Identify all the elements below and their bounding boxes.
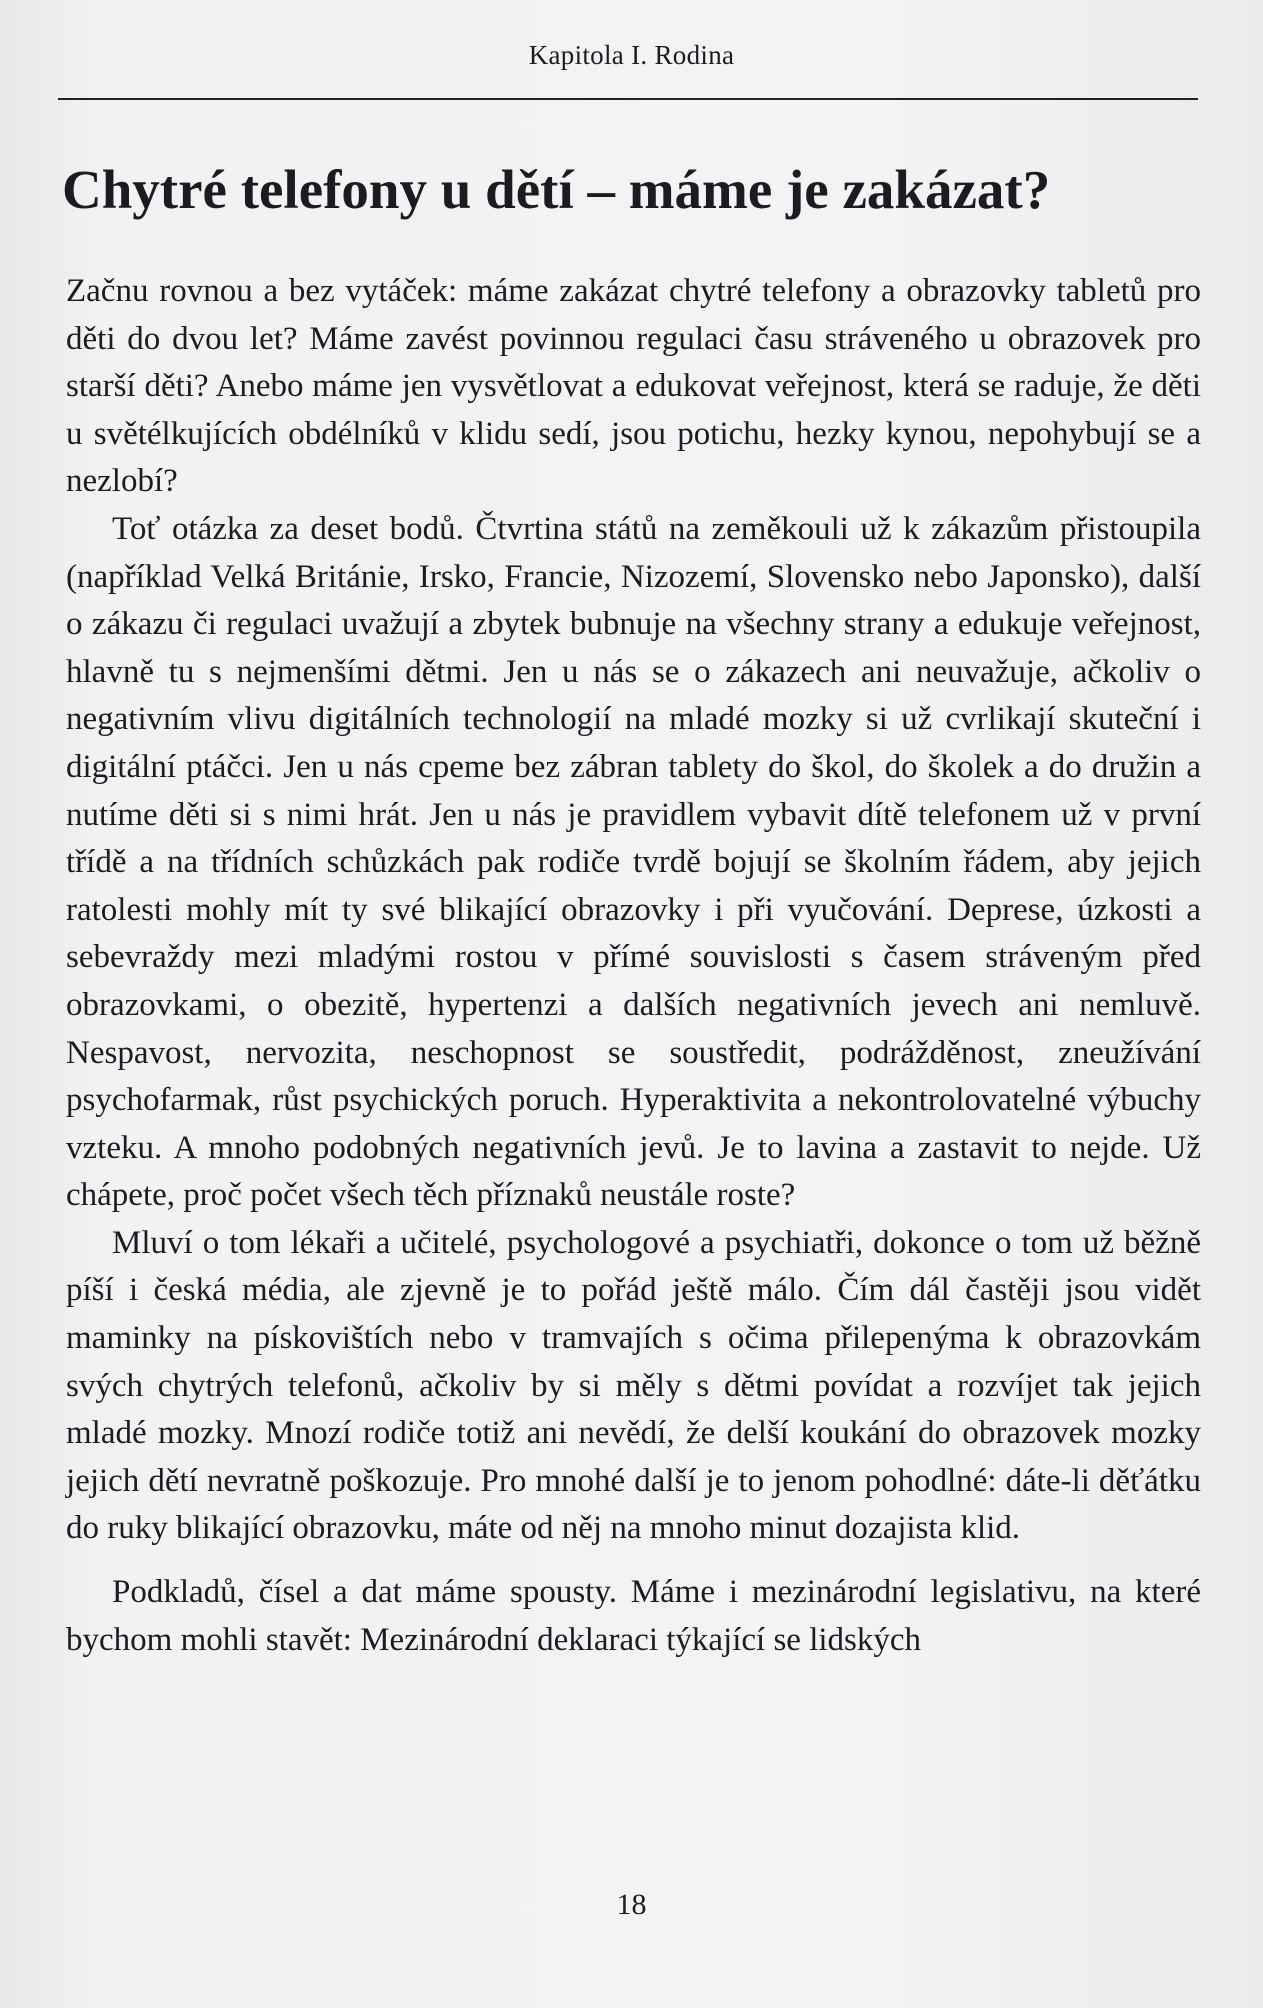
running-head: Kapitola I. Rodina bbox=[528, 40, 735, 70]
chapter-title: Chytré telefony u dětí – máme je zakázat? bbox=[62, 159, 1051, 220]
paragraph: Začnu rovnou a bez vytáček: máme zakázat chytré telefony a obrazovky tabletů pro děti do dvou let? Máme zavést povinnou regulaci času stráveného u obrazovek pro starší děti? Anebo máme jen vysvětlovat a edukovat veřejnost, která se raduje, že děti u světélkujících obdélníků v klidu sedí, jsou potichu, hezky kynou, nepohybují se a nezlobí? bbox=[66, 273, 1201, 500]
article-body bbox=[66, 268, 1201, 1664]
page-number: 18 bbox=[616, 1888, 647, 1921]
paragraph: Podkladů, čísel a dat máme spousty. Máme i mezinárodní legislativu, na které bychom mohli stavět: Mezinárodní deklaraci týkající se lidských bbox=[66, 1574, 1201, 1658]
header-rule bbox=[58, 98, 1198, 100]
paragraph: Toť otázka za deset bodů. Čtvrtina států na zeměkouli už k zákazům přistoupila (například Velká Británie, Irsko, Francie, Nizozemí, Slovensko nebo Japonsko), další o zákazu či regulaci uvažují a zbytek bubnuje na všechny strany a edukuje veřejnost, hlavně tu s nejmenšími dětmi. Jen u nás se o zákazech ani neuvažuje, ačkoliv o negativním vlivu digitálních technologií na mladé mozky si už cvrlikají skuteční i digitální ptáčci. Jen u nás cpeme bez zábran tablety do škol, do školek a do družin a nutíme děti si s nimi hrát. Jen u nás je pravidlem vybavit dítě telefonem už v první třídě a na třídních schůzkách pak rodiče tvrdě bojují se školním řádem, aby jejich ratolesti mohly mít ty své blikající obrazovky i při vyučování. Deprese, úzkosti a sebevraždy mezi mladými rostou v přímé souvislosti s časem stráveným před obrazovkami, o obezitě, hypertenzi a dalších negativních jevech ani nemluvě. Nespavost, nervozita, neschopnost se soustředit, podrážděnost, zneužívání psychofarmak, růst psychických poruch. Hyperaktivita a nekontrolovatelné výbuchy vzteku. A mnoho podobných negativních jevů. Je to lavina a zastavit to nejde. Už chápete, proč počet všech těch příznaků neustále roste? bbox=[66, 510, 1201, 1214]
paragraph: Mluví o tom lékaři a učitelé, psychologové a psychiatři, dokonce o tom už běžně píší i česká média, ale zjevně je to pořád ještě málo. Čím dál častěji jsou vidět maminky na pískovištích nebo v tramvajích s očima přilepenýma k obrazovkám svých chytrých telefonů, ačkoliv by si měly s dětmi povídat a rozvíjet tak jejich mladé mozky. Mnozí rodiče totiž ani nevědí, že delší koukání do obrazovek mozky jejich dětí nevratně poškozuje. Pro mnohé další je to jenom pohodlné: dáte-li děťátku do ruky blikající obrazovku, máte od něj na mnoho minut dozajista klid. bbox=[66, 1224, 1201, 1547]
